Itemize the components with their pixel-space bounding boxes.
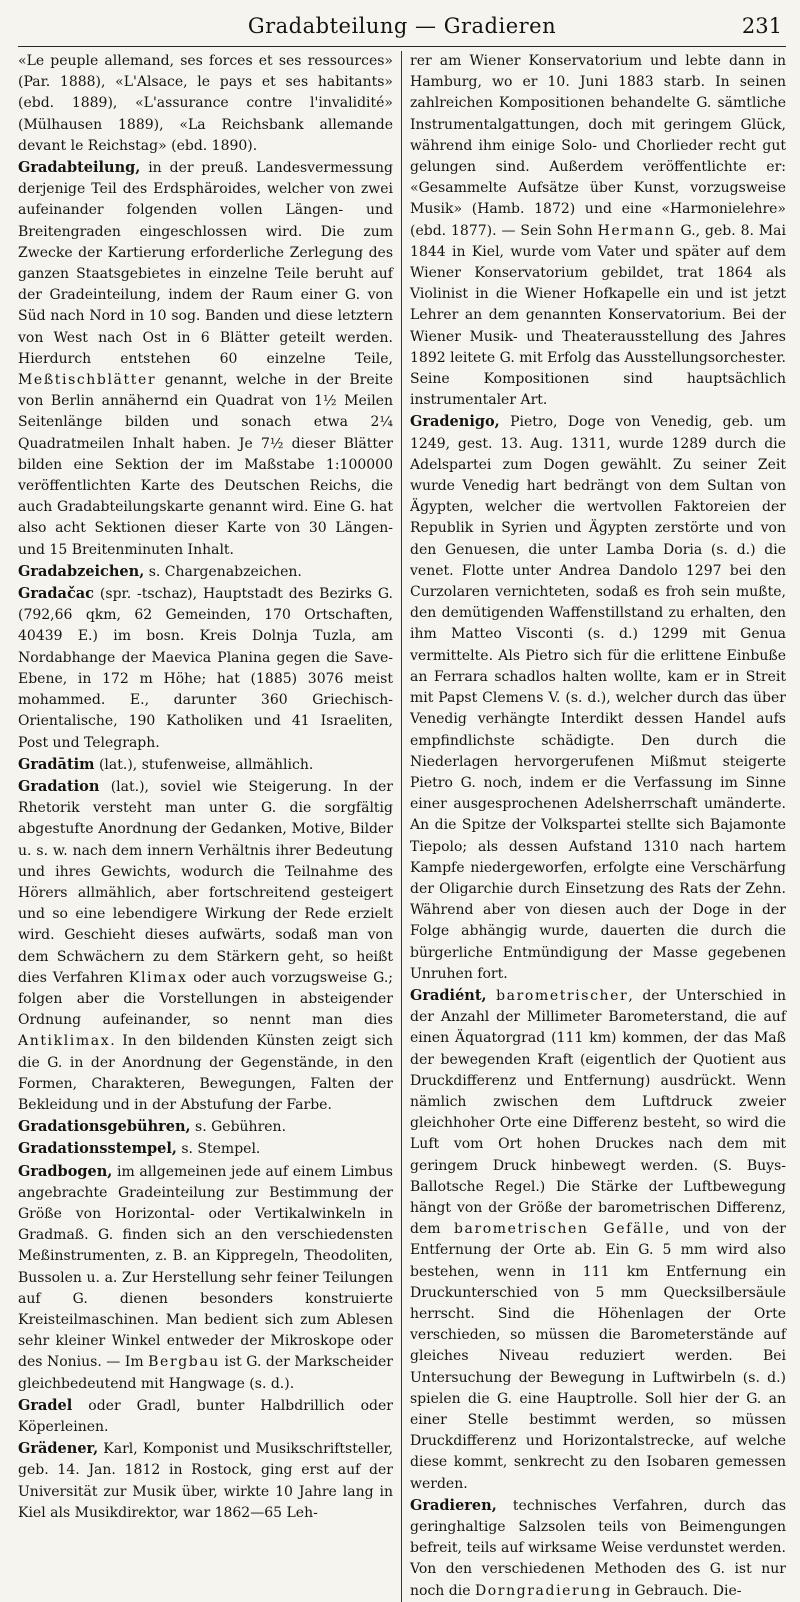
spaced-term: barometrischer — [496, 987, 629, 1004]
entry-text: (spr. -tschaz), Hauptstadt des Bezirks G. (792,66 qkm, 62 Gemeinden, 170 Ortschaften, 40439 E.) im bosn. Kreis Dolnja Tuzla, am Nordabhange der Maevica Planina gegen die Save-Ebene, in 172 m Höhe; hat (1885) 3076 meist mohammed. E., darunter 360 Griechisch-Orientalische, 190 Katholiken und 41 Israeliten, Post und Telegraph. — [18, 586, 393, 751]
entry-text: s. Stempel. — [176, 1141, 261, 1158]
headword: Gradationsstempel, — [18, 1140, 177, 1158]
entry-text: G., geb. 8. Mai 1844 in Kiel, wurde vom Vater und später auf dem Wiener Konservatorium gebildet, trat 1864 als Violinist in die Wiener Hofkapelle ein und ist jetzt Lehrer an dem genannten Konservatorium. Bei der Wiener Musik- und Theaterausstellung des Jahres 1892 leitete G. mit Erfolg das Ausstellungsorchester. Seine Kompositionen sind hauptsächlich instrumentaler Art. — [410, 222, 787, 409]
entry-text: ist G. der Markscheider gleichbedeutend mit Hangwage (s. d.). — [18, 1354, 393, 1392]
entry-gradacac — [18, 583, 393, 754]
entry-text: «Le peuple allemand, ses forces et ses ressources» (Par. 1888), «L'Alsace, le pays et ses habitants» (ebd. 1889), «L'assurance contre l'invalidité» (Mülhausen 1889), «La Reichsbank allemande devant le Reichstag» (ebd. 1890). — [18, 53, 393, 154]
entry-text: Pietro, Doge von Venedig, geb. um 1249, gest. 13. Aug. 1311, wurde 1289 durch die Adelspartei zum Dogen gewählt. Zu seiner Zeit wurde Venedig hart bedrängt von dem Sultan von Ägypten, welcher die wertvollen Faktoreien der Republik in Syrien und Ägypten zerstörte und von den Genuesen, die unter Lamba Doria (s. d.) die venet. Flotte unter Andrea Dandolo 1297 bei den Curzolaren vernichteten, sodaß es froh sein mußte, den demütigenden Waffenstillstand zu erhalten, den ihm Matteo Visconti (s. d.) 1299 mit Genua vermittelte. Als Pietro sich für die erlittene Einbuße an Ferrara schadlos halten wollte, kam er in Streit mit Papst Clemens V. (s. d.), welcher durch das über Venedig verhängte Interdikt dessen Handel aufs empfindlichste schädigte. Den durch die Niederlagen hervorgerufenen Mißmut steigerte Pietro G. noch, indem er die Verfassung im Sinne einer ausgesprochenen Adelsherrschaft umänderte. An die Spitze der Volkspartei stellte sich Bajamonte Tiepolo; als dessen Aufstand 1310 nach hartem Kampfe niedergeworfen, erfolgte eine Verschärfung der Oligarchie durch Einsetzung des Rats der Zehn. Während aber von diesen auch der Doge in der Folge abhängig wurde, dauerten die durch die bürgerliche Entmündigung der Masse gegebenen Unruhen fort. — [410, 414, 786, 982]
headword: Gradationsgebühren, — [18, 1118, 191, 1136]
entry-text: in Gebrauch. Die- — [612, 1582, 742, 1599]
entry-gradient — [410, 985, 786, 1495]
entry-text: . In den bildenden Künsten zeigt sich die G. in der Anordnung der Gegenstände, in den Formen, Charakteren, Bewegungen, Falten der Bekleidung und in der Abstufung der Farbe. — [18, 1033, 393, 1113]
headword: Gradenigo, — [410, 413, 500, 431]
page-number: 231 — [741, 14, 782, 38]
entry-gradation — [18, 776, 393, 1116]
entry-continuation — [18, 51, 393, 157]
entry-gradabteilung — [18, 157, 393, 561]
running-title: Gradabteilung — Gradieren — [247, 14, 557, 38]
spaced-term: Meßtischblätter — [18, 372, 157, 389]
entry-text: s. Chargenabzeichen. — [144, 563, 302, 580]
spaced-term: Bergbau — [148, 1354, 220, 1371]
entry-text: , und von der Entfernung der Orte ab. Ein G. 5 mm wird also bestehen, wenn in 111 km Entfernung ein Druckunterschied von 5 mm Quecksilbersäule herrscht. Sind die Höhenlagen der Orte verschieden, so müssen die Barometerstände auf gleiches Niveau reduziert werden. Bei Untersuchung der Bewegung in Luftwirbeln (s. d.) spielen die G. eine Hauptrolle. Soll hier der G. an einer Stelle bestimmt werden, so müssen Druckdifferenz und Horizontalstrecke, auf welche diese kommt, senkrecht zu den Isobaren gemessen werden. — [410, 1221, 786, 1492]
entry-graedener — [18, 1438, 393, 1524]
entry-text: rer am Wiener Konservatorium und lebte dann in Hamburg, wo er 10. Juni 1883 starb. In seinen zahlreichen Kompositionen behandelte G. sämtliche Instrumentalgattungen, doch mit geringem Glück, während ihm einige Solo- und Chorlieder recht gut gelungen sind. Außerdem veröffentlichte er: «Gesammelte Aufsätze über Kunst, vorzugsweise Musik» (Hamb. 1872) und eine «Harmonielehre» (ebd. 1877). — Sein Sohn — [410, 53, 786, 239]
entry-text: oder auch vorzugsweise G.; folgen aber die Vorstellungen in absteigender Ordnung aufeinander, so nennt man dies — [18, 969, 394, 1029]
spaced-term: Antiklimax — [18, 1033, 111, 1050]
headword: Gradātim — [18, 755, 95, 773]
entry-gradenigo — [410, 411, 786, 984]
entry-text: (lat.), stufenweise, allmählich. — [94, 756, 314, 773]
headword: Gradiént, — [410, 986, 487, 1004]
entry-gradationsgebuehren — [18, 1116, 393, 1138]
headword: Grädener, — [18, 1440, 99, 1458]
entry-gradbogen — [18, 1161, 393, 1395]
entry-gradabzeichen — [18, 561, 393, 583]
headword: Gradbogen, — [18, 1162, 113, 1180]
entry-text: , der Unterschied in der Anzahl der Millimeter Barometerstand, die auf einen Äquatorgrad (111 km) kommen, der das Maß der bewegenden Kraft (eigentlich der Quotient aus Druckdifferenz und Entfernung) ausdrückt. Wenn nämlich zwischen dem Luftdruck zweier gleichhoher Orte eine Differenz besteht, so wird die Luft vom Ort hohen Druckes nach dem mit geringem Druck hinbewegt werden. (S. Buys-Ballotsche Regel.) Die Stärke der Luftbewegung hängt von der Größe der barometrischen Differenz, dem — [410, 987, 787, 1238]
text-columns — [18, 51, 786, 1602]
entry-gradel — [18, 1395, 393, 1438]
entry-gradatim — [18, 754, 393, 776]
entry-text: Karl, Komponist und Musikschriftsteller, geb. 14. Jan. 1812 in Rostock, ging erst auf der Universität zur Musik über, wirkte 10 Jahre lang in Kiel als Musikdirektor, war 1862—65 Leh- — [18, 1441, 393, 1521]
entry-gradieren — [410, 1495, 786, 1602]
entry-text: in der preuß. Landesvermessung derjenige Teil des Erdsphäroides, welcher von zwei aufeinander folgenden vollen Längen- und Breitengraden eingeschlossen wird. Die zum Zwecke der Kartierung erforderliche Zerlegung des ganzen Staatsgebietes in einzelne Teile beruht auf der Gradeinteilung, indem der Raum einer G. von Süd nach Nord in 10 sog. Banden und diese letztern von West nach Ost in 6 Blätter geteilt werden. Hierdurch entstehen 60 einzelne Teile, — [18, 160, 393, 367]
entry-text: genannt, welche in der Breite von Berlin annähernd ein Quadrat von 1½ Meilen Seitenlänge bilden und sonach etwa 2¼ Quadratmeilen Inhalt haben. Je 7½ dieser Blätter bilden eine Sektion der im Maßstabe 1:100000 veröffentlichten Karte des Deutschen Reichs, die auch Gradabteilungskarte genannt wird. Eine G. hat also acht Sektionen dieser Karte von 30 Längen- und 15 Breitenminuten Inhalt. — [18, 372, 393, 558]
entry-text: oder Gradl, bunter Halbdrillich oder Köperleinen. — [18, 1397, 393, 1435]
entry-text: s. Gebühren. — [190, 1119, 287, 1136]
headword: Gradabzeichen, — [18, 562, 145, 580]
left-column — [18, 51, 402, 1602]
headword: Gradel — [18, 1396, 73, 1414]
headword: Gradieren, — [410, 1496, 497, 1514]
entry-gradationsstempel — [18, 1138, 393, 1160]
spaced-term: Hermann — [597, 222, 676, 239]
spaced-term: Dorngradierung — [474, 1582, 613, 1599]
entry-continuation — [410, 51, 786, 411]
spaced-term: barometrischen Gefälle — [453, 1221, 665, 1238]
headword: Gradačac — [18, 585, 95, 603]
entry-text: technisches Verfahren, durch das geringhaltige Salzsolen teils von Beimengungen befreit, teils auf wirksame Weise verdunstet werden. Von den verschiedenen Methoden des G. ist nur noch die — [410, 1497, 786, 1599]
entry-text: (lat.), soviel wie Steigerung. In der Rhetorik versteht man unter G. die sorgfältig abgestufte Anordnung der Gedanken, Motive, Bilder u. s. w. nach dem innern Verhältnis ihrer Bedeutung und ihres Gewichts, wodurch die Teilnahme des Hörers allmählich, aber fortschreitend gesteigert und so eine lebendigere Wirkung der Rede erzielt wird. Geschieht dieses aufwärts, sodaß man von dem Schwächern zu dem Stärkern geht, so heißt dies Verfahren — [18, 778, 393, 986]
spaced-term: Klimax — [128, 969, 188, 986]
headword: Gradabteilung, — [18, 159, 141, 177]
right-column — [402, 51, 786, 1602]
entry-text: im allgemeinen jede auf einem Limbus angebrachte Gradeinteilung zur Bestimmung der Größe von Horizontal- oder Vertikalwinkeln in Gradmaß. G. finden sich an den verschiedensten Meßinstrumenten, z. B. an Kippregeln, Theodoliten, Bussolen u. a. Zur Herstellung sehr feiner Teilungen auf G. dienen besonders konstruierte Kreisteilmaschinen. Man bedient sich zum Ablesen sehr kleiner Winkel entweder der Mikroskope oder des Nonius. — Im — [18, 1163, 393, 1371]
page-header — [18, 10, 786, 47]
headword: Gradation — [18, 777, 100, 795]
